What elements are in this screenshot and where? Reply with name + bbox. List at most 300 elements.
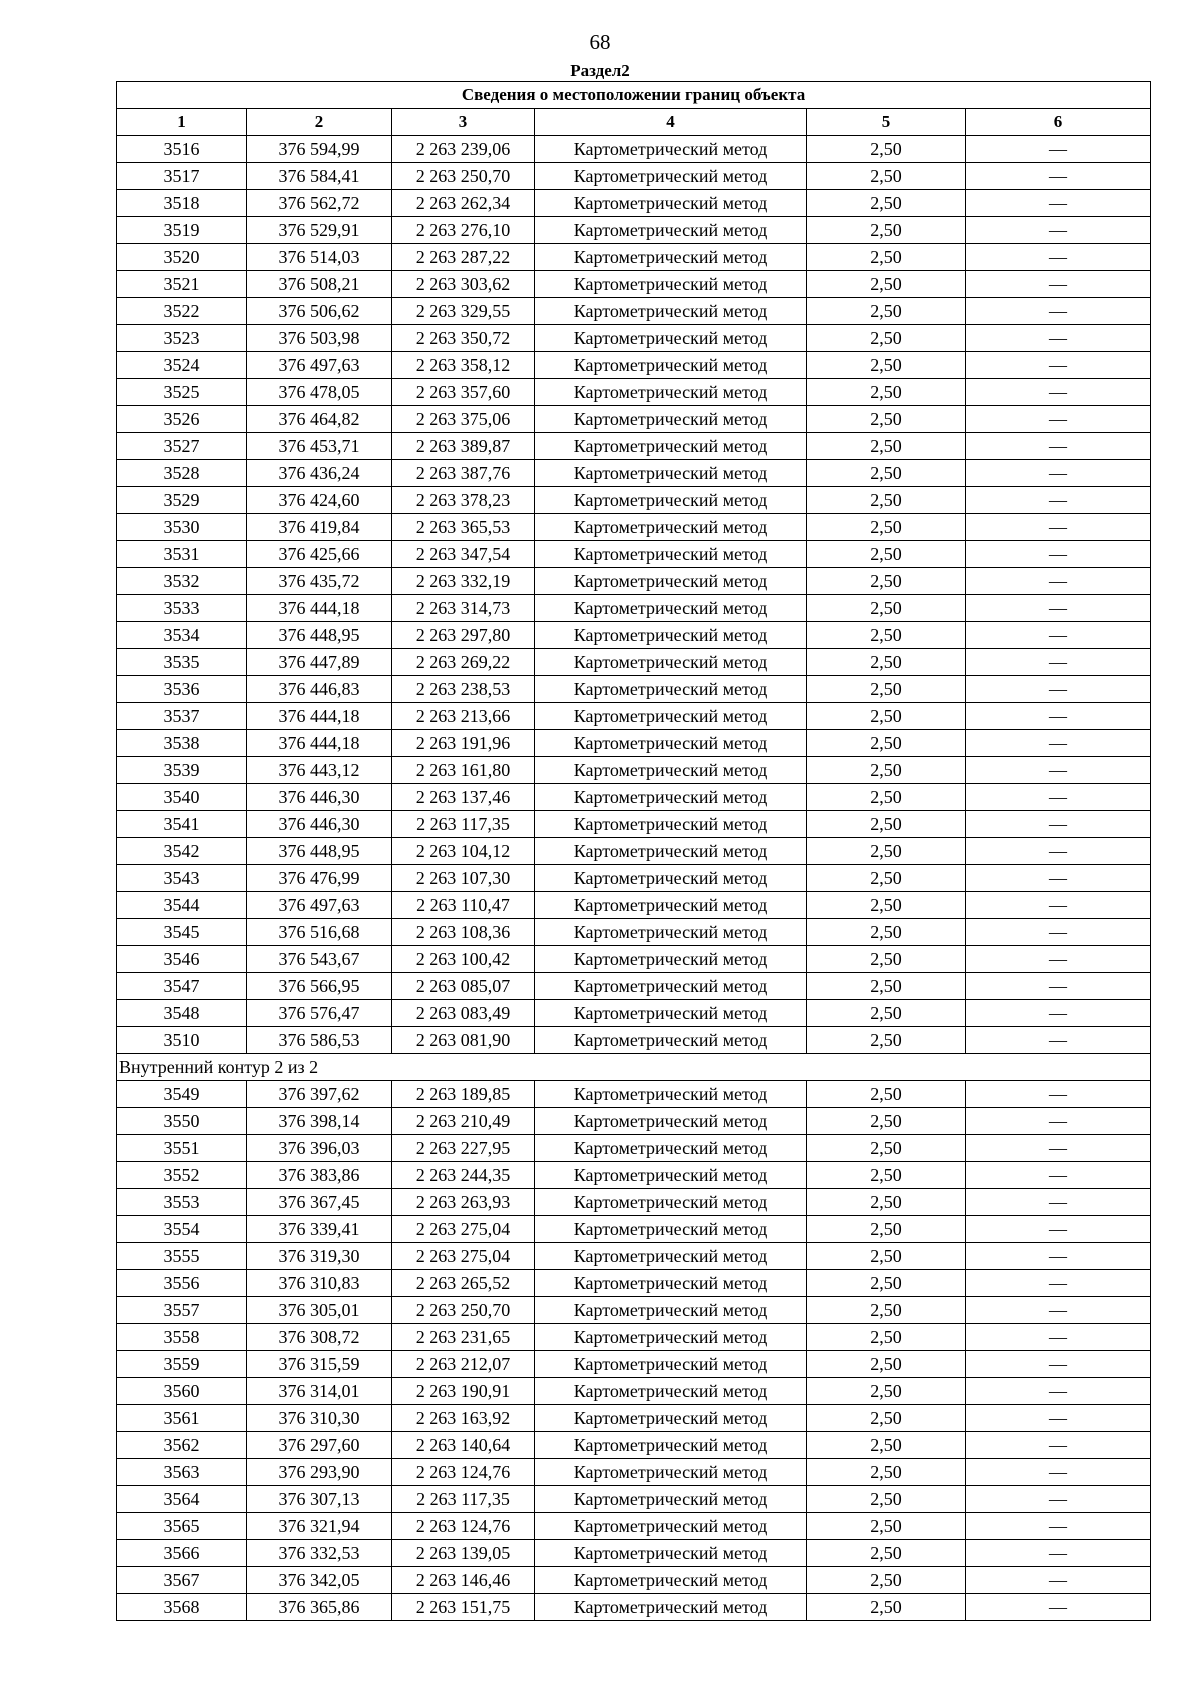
cell-description: —: [966, 1405, 1151, 1432]
cell-coord-y: 2 263 314,73: [392, 595, 535, 622]
cell-description: —: [966, 1243, 1151, 1270]
cell-description: —: [966, 730, 1151, 757]
cell-accuracy: 2,50: [807, 730, 966, 757]
cell-point-number: 3522: [117, 298, 247, 325]
cell-coord-x: 376 332,53: [247, 1540, 392, 1567]
cell-description: —: [966, 433, 1151, 460]
table-row: [117, 568, 1151, 595]
cell-point-number: 3565: [117, 1513, 247, 1540]
cell-method: Картометрический метод: [535, 1351, 807, 1378]
table-row: [117, 1540, 1151, 1567]
cell-coord-y: 2 263 276,10: [392, 217, 535, 244]
cell-method: Картометрический метод: [535, 973, 807, 1000]
cell-method: Картометрический метод: [535, 1216, 807, 1243]
cell-point-number: 3556: [117, 1270, 247, 1297]
table-row: [117, 1459, 1151, 1486]
table-row: [117, 1243, 1151, 1270]
cell-method: Картометрический метод: [535, 1297, 807, 1324]
cell-accuracy: 2,50: [807, 1594, 966, 1621]
cell-point-number: 3539: [117, 757, 247, 784]
cell-accuracy: 2,50: [807, 811, 966, 838]
cell-coord-y: 2 263 378,23: [392, 487, 535, 514]
cell-method: Картометрический метод: [535, 1108, 807, 1135]
cell-point-number: 3520: [117, 244, 247, 271]
cell-coord-x: 376 443,12: [247, 757, 392, 784]
cell-coord-y: 2 263 117,35: [392, 811, 535, 838]
cell-coord-y: 2 263 191,96: [392, 730, 535, 757]
cell-coord-y: 2 263 365,53: [392, 514, 535, 541]
cell-coord-x: 376 444,18: [247, 730, 392, 757]
table-row: [117, 1189, 1151, 1216]
table-row: [117, 433, 1151, 460]
cell-description: —: [966, 811, 1151, 838]
cell-point-number: 3538: [117, 730, 247, 757]
column-header-5: 5: [807, 109, 966, 136]
cell-coord-x: 376 586,53: [247, 1027, 392, 1054]
cell-coord-y: 2 263 262,34: [392, 190, 535, 217]
table-row: [117, 1162, 1151, 1189]
cell-description: —: [966, 379, 1151, 406]
table-row: [117, 730, 1151, 757]
cell-coord-x: 376 566,95: [247, 973, 392, 1000]
table-row: [117, 1216, 1151, 1243]
cell-accuracy: 2,50: [807, 379, 966, 406]
table-row: [117, 379, 1151, 406]
cell-accuracy: 2,50: [807, 217, 966, 244]
cell-accuracy: 2,50: [807, 865, 966, 892]
table-row: [117, 649, 1151, 676]
cell-coord-y: 2 263 124,76: [392, 1513, 535, 1540]
cell-description: —: [966, 1297, 1151, 1324]
cell-point-number: 3542: [117, 838, 247, 865]
table-row: [117, 352, 1151, 379]
cell-description: —: [966, 838, 1151, 865]
cell-coord-x: 376 446,30: [247, 784, 392, 811]
cell-coord-y: 2 263 227,95: [392, 1135, 535, 1162]
cell-coord-y: 2 263 137,46: [392, 784, 535, 811]
table-row: [117, 1405, 1151, 1432]
table-row: [117, 1135, 1151, 1162]
cell-accuracy: 2,50: [807, 1324, 966, 1351]
cell-coord-y: 2 263 303,62: [392, 271, 535, 298]
cell-accuracy: 2,50: [807, 244, 966, 271]
table-row: [117, 190, 1151, 217]
cell-coord-x: 376 514,03: [247, 244, 392, 271]
cell-method: Картометрический метод: [535, 1486, 807, 1513]
cell-coord-x: 376 293,90: [247, 1459, 392, 1486]
cell-point-number: 3560: [117, 1378, 247, 1405]
cell-description: —: [966, 1000, 1151, 1027]
table-row: [117, 514, 1151, 541]
cell-method: Картометрический метод: [535, 487, 807, 514]
cell-accuracy: 2,50: [807, 1135, 966, 1162]
cell-method: Картометрический метод: [535, 1540, 807, 1567]
cell-description: —: [966, 1567, 1151, 1594]
column-header-6: 6: [966, 109, 1151, 136]
cell-accuracy: 2,50: [807, 568, 966, 595]
cell-point-number: 3548: [117, 1000, 247, 1027]
page-number: 68: [589, 30, 611, 54]
cell-accuracy: 2,50: [807, 1486, 966, 1513]
cell-coord-x: 376 367,45: [247, 1189, 392, 1216]
cell-point-number: 3545: [117, 919, 247, 946]
cell-coord-y: 2 263 140,64: [392, 1432, 535, 1459]
cell-description: —: [966, 1162, 1151, 1189]
cell-accuracy: 2,50: [807, 514, 966, 541]
cell-point-number: 3553: [117, 1189, 247, 1216]
cell-coord-x: 376 397,62: [247, 1081, 392, 1108]
cell-accuracy: 2,50: [807, 892, 966, 919]
cell-description: —: [966, 865, 1151, 892]
cell-accuracy: 2,50: [807, 1378, 966, 1405]
cell-coord-x: 376 444,18: [247, 703, 392, 730]
cell-description: —: [966, 1270, 1151, 1297]
cell-description: —: [966, 244, 1151, 271]
cell-method: Картометрический метод: [535, 163, 807, 190]
cell-accuracy: 2,50: [807, 1459, 966, 1486]
cell-point-number: 3566: [117, 1540, 247, 1567]
cell-accuracy: 2,50: [807, 1270, 966, 1297]
cell-method: Картометрический метод: [535, 703, 807, 730]
cell-coord-x: 376 436,24: [247, 460, 392, 487]
table-row: [117, 622, 1151, 649]
cell-description: —: [966, 1081, 1151, 1108]
column-header-4: 4: [535, 109, 807, 136]
cell-method: Картометрический метод: [535, 676, 807, 703]
cell-coord-y: 2 263 239,06: [392, 136, 535, 163]
cell-coord-y: 2 263 250,70: [392, 163, 535, 190]
cell-coord-y: 2 263 107,30: [392, 865, 535, 892]
cell-method: Картометрический метод: [535, 406, 807, 433]
cell-method: Картометрический метод: [535, 379, 807, 406]
table-row: [117, 1108, 1151, 1135]
table-row: [117, 1000, 1151, 1027]
group-label-row: [117, 1054, 1151, 1081]
cell-accuracy: 2,50: [807, 1513, 966, 1540]
cell-coord-y: 2 263 212,07: [392, 1351, 535, 1378]
cell-coord-x: 376 497,63: [247, 352, 392, 379]
cell-coord-x: 376 315,59: [247, 1351, 392, 1378]
cell-coord-x: 376 448,95: [247, 622, 392, 649]
cell-method: Картометрический метод: [535, 514, 807, 541]
column-header-2: 2: [247, 109, 392, 136]
cell-coord-x: 376 319,30: [247, 1243, 392, 1270]
cell-point-number: 3517: [117, 163, 247, 190]
cell-coord-x: 376 594,99: [247, 136, 392, 163]
cell-point-number: 3540: [117, 784, 247, 811]
cell-coord-x: 376 446,83: [247, 676, 392, 703]
cell-point-number: 3530: [117, 514, 247, 541]
cell-method: Картометрический метод: [535, 1513, 807, 1540]
cell-method: Картометрический метод: [535, 271, 807, 298]
cell-accuracy: 2,50: [807, 784, 966, 811]
cell-point-number: 3518: [117, 190, 247, 217]
cell-method: Картометрический метод: [535, 1162, 807, 1189]
cell-coord-x: 376 516,68: [247, 919, 392, 946]
cell-description: —: [966, 1135, 1151, 1162]
cell-coord-y: 2 263 189,85: [392, 1081, 535, 1108]
group-label: Внутренний контур 2 из 2: [117, 1054, 1151, 1081]
cell-description: —: [966, 568, 1151, 595]
cell-coord-x: 376 297,60: [247, 1432, 392, 1459]
cell-accuracy: 2,50: [807, 1081, 966, 1108]
cell-description: —: [966, 217, 1151, 244]
cell-description: —: [966, 757, 1151, 784]
cell-accuracy: 2,50: [807, 946, 966, 973]
cell-point-number: 3528: [117, 460, 247, 487]
cell-coord-y: 2 263 297,80: [392, 622, 535, 649]
cell-coord-y: 2 263 083,49: [392, 1000, 535, 1027]
table-row: [117, 676, 1151, 703]
cell-coord-x: 376 464,82: [247, 406, 392, 433]
cell-coord-x: 376 447,89: [247, 649, 392, 676]
cell-method: Картометрический метод: [535, 136, 807, 163]
cell-coord-y: 2 263 375,06: [392, 406, 535, 433]
cell-method: Картометрический метод: [535, 757, 807, 784]
cell-coord-y: 2 263 265,52: [392, 1270, 535, 1297]
table-row: [117, 973, 1151, 1000]
table-group-section: [117, 1054, 1151, 1081]
cell-point-number: 3523: [117, 325, 247, 352]
cell-coord-y: 2 263 250,70: [392, 1297, 535, 1324]
table-row: [117, 136, 1151, 163]
table-row: [117, 1027, 1151, 1054]
cell-description: —: [966, 1486, 1151, 1513]
cell-description: —: [966, 190, 1151, 217]
cell-description: —: [966, 595, 1151, 622]
cell-coord-x: 376 425,66: [247, 541, 392, 568]
cell-accuracy: 2,50: [807, 433, 966, 460]
table-row: [117, 487, 1151, 514]
cell-description: —: [966, 352, 1151, 379]
cell-accuracy: 2,50: [807, 1000, 966, 1027]
table-row: [117, 1594, 1151, 1621]
cell-coord-y: 2 263 389,87: [392, 433, 535, 460]
cell-accuracy: 2,50: [807, 1540, 966, 1567]
table-row: [117, 1486, 1151, 1513]
cell-coord-x: 376 419,84: [247, 514, 392, 541]
cell-point-number: 3550: [117, 1108, 247, 1135]
cell-point-number: 3510: [117, 1027, 247, 1054]
cell-coord-x: 376 508,21: [247, 271, 392, 298]
cell-coord-x: 376 308,72: [247, 1324, 392, 1351]
cell-point-number: 3547: [117, 973, 247, 1000]
cell-coord-x: 376 424,60: [247, 487, 392, 514]
cell-point-number: 3525: [117, 379, 247, 406]
cell-point-number: 3555: [117, 1243, 247, 1270]
cell-point-number: 3533: [117, 595, 247, 622]
column-header-3: 3: [392, 109, 535, 136]
cell-coord-x: 376 503,98: [247, 325, 392, 352]
cell-coord-y: 2 263 085,07: [392, 973, 535, 1000]
table-row: [117, 1513, 1151, 1540]
cell-method: Картометрический метод: [535, 946, 807, 973]
cell-method: Картометрический метод: [535, 730, 807, 757]
cell-coord-x: 376 310,30: [247, 1405, 392, 1432]
cell-method: Картометрический метод: [535, 1243, 807, 1270]
cell-method: Картометрический метод: [535, 1432, 807, 1459]
cell-description: —: [966, 1432, 1151, 1459]
cell-description: —: [966, 649, 1151, 676]
cell-coord-y: 2 263 210,49: [392, 1108, 535, 1135]
cell-accuracy: 2,50: [807, 1297, 966, 1324]
cell-method: Картометрический метод: [535, 1189, 807, 1216]
cell-point-number: 3535: [117, 649, 247, 676]
cell-point-number: 3567: [117, 1567, 247, 1594]
table-row: [117, 244, 1151, 271]
cell-point-number: 3546: [117, 946, 247, 973]
cell-accuracy: 2,50: [807, 136, 966, 163]
cell-coord-y: 2 263 244,35: [392, 1162, 535, 1189]
cell-coord-x: 376 321,94: [247, 1513, 392, 1540]
table-body-part1: [117, 136, 1151, 1054]
cell-coord-y: 2 263 347,54: [392, 541, 535, 568]
cell-coord-y: 2 263 387,76: [392, 460, 535, 487]
cell-coord-y: 2 263 275,04: [392, 1243, 535, 1270]
cell-point-number: 3516: [117, 136, 247, 163]
cell-point-number: 3531: [117, 541, 247, 568]
cell-coord-x: 376 305,01: [247, 1297, 392, 1324]
cell-description: —: [966, 136, 1151, 163]
table-row: [117, 1378, 1151, 1405]
cell-accuracy: 2,50: [807, 1243, 966, 1270]
cell-method: Картометрический метод: [535, 1135, 807, 1162]
cell-point-number: 3519: [117, 217, 247, 244]
cell-point-number: 3532: [117, 568, 247, 595]
cell-accuracy: 2,50: [807, 487, 966, 514]
cell-accuracy: 2,50: [807, 352, 966, 379]
cell-coord-y: 2 263 358,12: [392, 352, 535, 379]
cell-point-number: 3524: [117, 352, 247, 379]
table-row: [117, 703, 1151, 730]
cell-point-number: 3549: [117, 1081, 247, 1108]
cell-coord-y: 2 263 163,92: [392, 1405, 535, 1432]
cell-method: Картометрический метод: [535, 1027, 807, 1054]
cell-method: Картометрический метод: [535, 838, 807, 865]
cell-accuracy: 2,50: [807, 973, 966, 1000]
cell-description: —: [966, 298, 1151, 325]
table-row: [117, 919, 1151, 946]
cell-coord-y: 2 263 124,76: [392, 1459, 535, 1486]
cell-method: Картометрический метод: [535, 217, 807, 244]
cell-method: Картометрический метод: [535, 1081, 807, 1108]
cell-coord-x: 376 478,05: [247, 379, 392, 406]
cell-description: —: [966, 973, 1151, 1000]
cell-accuracy: 2,50: [807, 325, 966, 352]
cell-description: —: [966, 460, 1151, 487]
cell-accuracy: 2,50: [807, 163, 966, 190]
cell-accuracy: 2,50: [807, 298, 966, 325]
cell-coord-y: 2 263 329,55: [392, 298, 535, 325]
cell-coord-y: 2 263 108,36: [392, 919, 535, 946]
cell-point-number: 3564: [117, 1486, 247, 1513]
cell-method: Картометрический метод: [535, 892, 807, 919]
cell-accuracy: 2,50: [807, 1108, 966, 1135]
cell-method: Картометрический метод: [535, 1270, 807, 1297]
cell-coord-y: 2 263 081,90: [392, 1027, 535, 1054]
cell-coord-x: 376 584,41: [247, 163, 392, 190]
table-row: [117, 406, 1151, 433]
cell-point-number: 3529: [117, 487, 247, 514]
cell-method: Картометрический метод: [535, 1324, 807, 1351]
cell-method: Картометрический метод: [535, 568, 807, 595]
table-row: [117, 460, 1151, 487]
cell-point-number: 3558: [117, 1324, 247, 1351]
cell-description: —: [966, 1351, 1151, 1378]
cell-coord-y: 2 263 238,53: [392, 676, 535, 703]
cell-accuracy: 2,50: [807, 703, 966, 730]
cell-accuracy: 2,50: [807, 406, 966, 433]
cell-method: Картометрический метод: [535, 865, 807, 892]
cell-description: —: [966, 1459, 1151, 1486]
cell-point-number: 3562: [117, 1432, 247, 1459]
cell-coord-y: 2 263 263,93: [392, 1189, 535, 1216]
cell-coord-x: 376 342,05: [247, 1567, 392, 1594]
cell-accuracy: 2,50: [807, 649, 966, 676]
cell-accuracy: 2,50: [807, 271, 966, 298]
cell-description: —: [966, 406, 1151, 433]
table-row: [117, 298, 1151, 325]
cell-description: —: [966, 892, 1151, 919]
cell-coord-x: 376 398,14: [247, 1108, 392, 1135]
cell-method: Картометрический метод: [535, 784, 807, 811]
cell-accuracy: 2,50: [807, 757, 966, 784]
table-row: [117, 1270, 1151, 1297]
cell-point-number: 3544: [117, 892, 247, 919]
cell-point-number: 3551: [117, 1135, 247, 1162]
table-row: [117, 271, 1151, 298]
cell-method: Картометрический метод: [535, 919, 807, 946]
cell-point-number: 3534: [117, 622, 247, 649]
cell-coord-x: 376 365,86: [247, 1594, 392, 1621]
cell-coord-x: 376 448,95: [247, 838, 392, 865]
table-row: [117, 811, 1151, 838]
cell-coord-x: 376 396,03: [247, 1135, 392, 1162]
table-row: [117, 1297, 1151, 1324]
cell-method: Картометрический метод: [535, 622, 807, 649]
cell-coord-x: 376 543,67: [247, 946, 392, 973]
cell-point-number: 3561: [117, 1405, 247, 1432]
cell-point-number: 3563: [117, 1459, 247, 1486]
cell-coord-x: 376 444,18: [247, 595, 392, 622]
cell-method: Картометрический метод: [535, 595, 807, 622]
cell-method: Картометрический метод: [535, 352, 807, 379]
cell-coord-y: 2 263 104,12: [392, 838, 535, 865]
cell-coord-x: 376 562,72: [247, 190, 392, 217]
cell-coord-x: 376 339,41: [247, 1216, 392, 1243]
cell-coord-x: 376 497,63: [247, 892, 392, 919]
table-row: [117, 1081, 1151, 1108]
table-row: [117, 892, 1151, 919]
cell-coord-y: 2 263 100,42: [392, 946, 535, 973]
cell-point-number: 3568: [117, 1594, 247, 1621]
cell-accuracy: 2,50: [807, 1216, 966, 1243]
cell-description: —: [966, 325, 1151, 352]
table-caption: Сведения о местоположении границ объекта: [117, 82, 1151, 109]
cell-coord-x: 376 314,01: [247, 1378, 392, 1405]
cell-point-number: 3552: [117, 1162, 247, 1189]
cell-description: —: [966, 1540, 1151, 1567]
cell-method: Картометрический метод: [535, 244, 807, 271]
cell-coord-x: 376 453,71: [247, 433, 392, 460]
table-row: [117, 1567, 1151, 1594]
cell-coord-y: 2 263 161,80: [392, 757, 535, 784]
table-row: [117, 217, 1151, 244]
cell-coord-x: 376 383,86: [247, 1162, 392, 1189]
cell-accuracy: 2,50: [807, 1027, 966, 1054]
table-row: [117, 865, 1151, 892]
cell-description: —: [966, 271, 1151, 298]
